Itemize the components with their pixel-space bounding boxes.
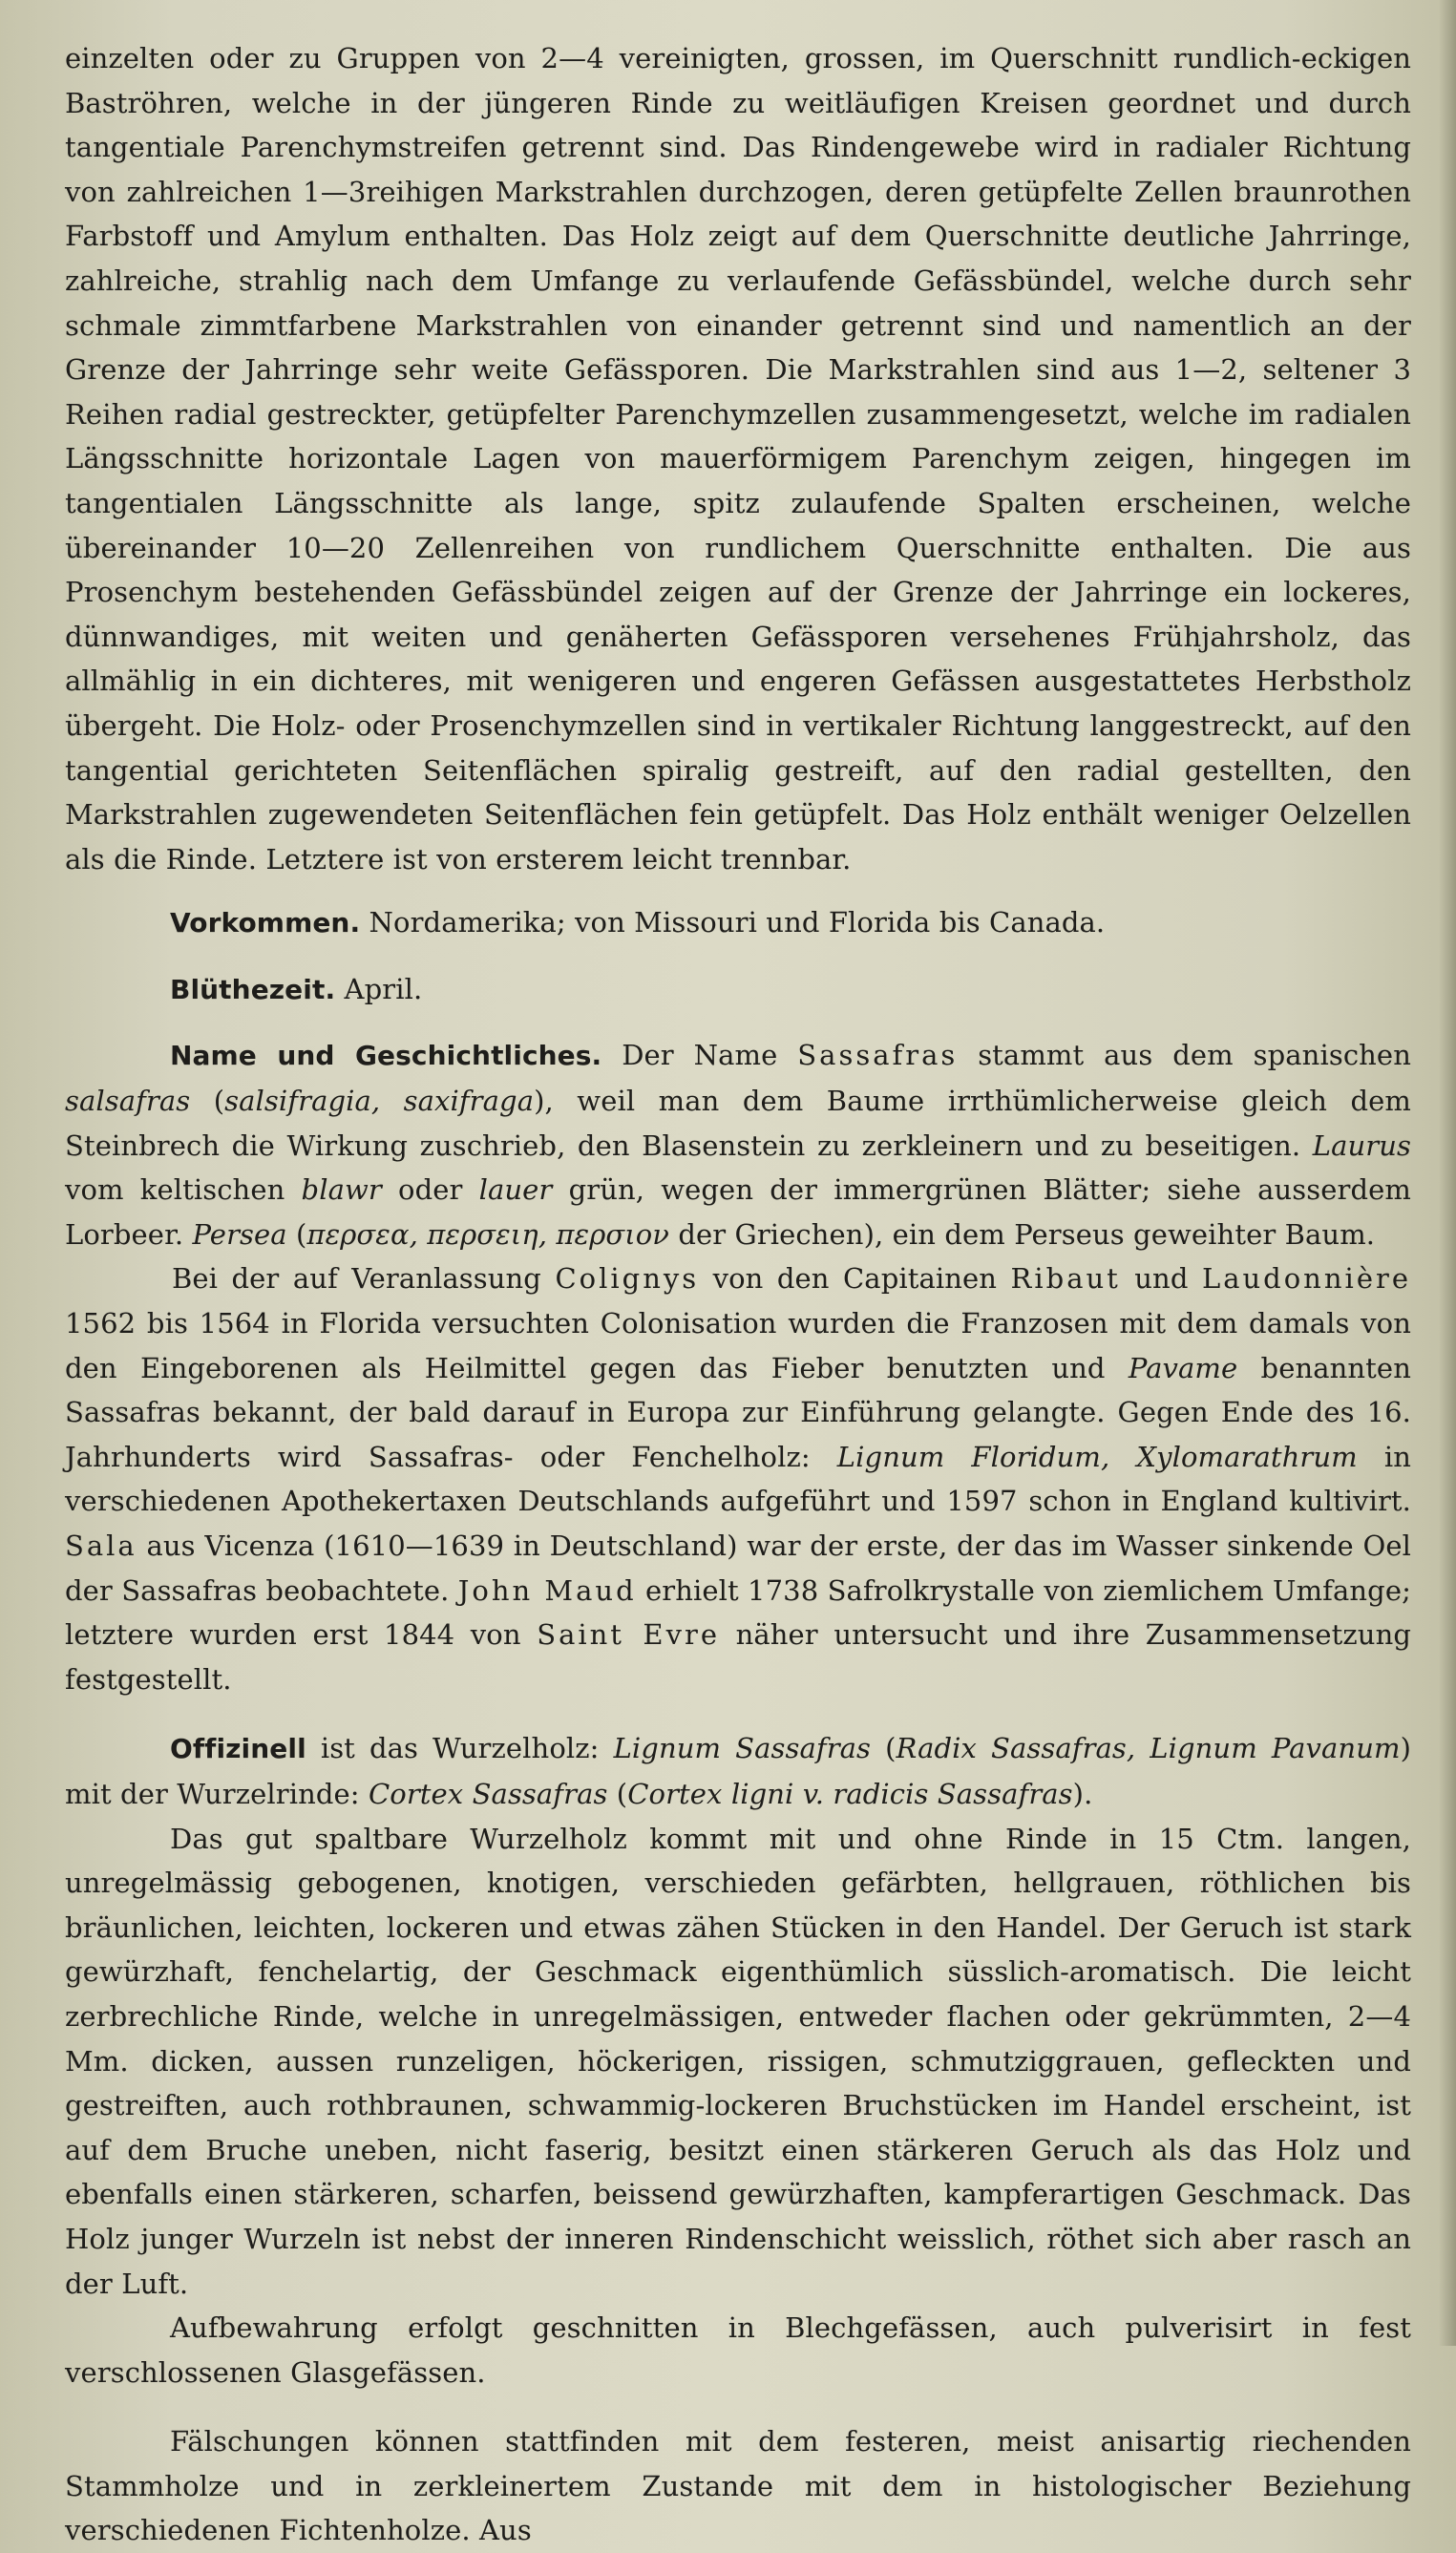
term-cortex-sassafras: Cortex Sassafras (368, 1777, 608, 1810)
text-segment: Bei der auf Veranlassung (172, 1262, 541, 1296)
term-blawr: blawr (301, 1173, 382, 1207)
text-segment: grün, wegen der immergrünen Blätter; siehe ausserdem Lorbeer. (65, 1173, 1412, 1251)
term-lauer: lauer (478, 1173, 553, 1207)
section-name-geschichtliches (65, 1033, 1411, 1256)
text-segment: und (1134, 1262, 1189, 1296)
text-segment: von den Capitainen (712, 1262, 998, 1296)
text-segment: vom keltischen (65, 1173, 285, 1207)
person-ribaut: Ribaut (1010, 1262, 1121, 1296)
term-lignum-sassafras: Lignum Sassafras (613, 1732, 872, 1765)
text-vorkommen: Nordamerika; von Missouri und Florida bis Canada. (369, 906, 1106, 939)
text-segment: stammt aus dem spanischen (978, 1039, 1411, 1072)
text-segment: ( (885, 1732, 897, 1765)
text-segment: aus Vicenza (1610—1639 in Deutschland) war der erste, der das im Wasser sinkende Oel der Sassafras beobachtete. (65, 1530, 1411, 1607)
term-radix-sassafras: Radix Sassafras, Lignum Pavanum (896, 1732, 1401, 1765)
paragraph-coligny (65, 1256, 1411, 1701)
term-salsifragia: salsifragia, saxifraga (224, 1085, 535, 1118)
text-segment: oder (398, 1173, 463, 1207)
page-edge-shadow (1439, 0, 1456, 2346)
text-segment: Der Name (622, 1039, 778, 1072)
text-segment: ( (213, 1085, 225, 1118)
heading-offizinell: Offizinell (170, 1733, 306, 1765)
text-segment: 1562 bis 1564 in Florida versuchten Colonisation wurden die Franzosen mit dem damals von den Eingeborenen als Heilmittel gegen das Fieber benutzten und (65, 1307, 1411, 1384)
term-persea: Persea (192, 1217, 287, 1251)
text-segment: der Griechen), ein dem Perseus geweihter Baum. (678, 1217, 1376, 1251)
person-john-maud: John Maud (457, 1573, 637, 1607)
text-segment: ( (296, 1217, 307, 1251)
term-cortex-ligni: Cortex ligni v. radicis Sassafras (627, 1777, 1073, 1810)
page-body (65, 36, 1411, 2553)
text-segment: ), weil man dem Baume irrthümlicherweise gleich dem Steinbrech die Wirkung zuschrieb, den Blasenstein zu zerkleinern und zu beseitigen. (65, 1085, 1411, 1162)
text-segment: benannten Sassafras bekannt, der bald darauf in Europa zur Einführung gelangte. Gegen Ende des 16. Jahrhunderts wird Sassafras- oder Fenchelholz: (65, 1351, 1411, 1473)
text-segment: ( (616, 1777, 628, 1810)
term-lignum-floridum: Lignum Floridum, Xylomarathrum (836, 1440, 1358, 1473)
person-laudonniere: Laudonnière (1201, 1262, 1412, 1296)
text-segment: ). (1072, 1777, 1093, 1810)
text-segment: ist das Wurzelholz: (320, 1732, 600, 1765)
term-salsafras: salsafras (65, 1085, 191, 1118)
term-laurus: Laurus (1312, 1129, 1411, 1162)
heading-name-geschichtliches: Name und Geschichtliches. (170, 1040, 602, 1072)
heading-bluethezeit: Blüthezeit. (170, 973, 336, 1005)
paragraph-aufbewahrung: Aufbewahrung erfolgt geschnitten in Blechgefässen, auch pulverisirt in fest verschlossenen Glasgefässen. (65, 2311, 1411, 2389)
text-segment: näher untersucht und ihre Zusammensetzung festgestellt. (65, 1618, 1412, 1696)
text-segment: in verschiedenen Apothekertaxen Deutschlands aufgeführt und 1597 schon in England kultivirt. (65, 1440, 1411, 1518)
paragraph-anatomy: einzelten oder zu Gruppen von 2—4 vereinigten, grossen, im Querschnitt rundlich-eckigen Baströhren, welche in der jüngeren Rinde zu weitläufigen Kreisen geordnet und durch tangentiale Parenchymstreifen getrennt sind. Das Rindengewebe wird in radialer Richtung von zahlreichen 1—3reihigen Markstrahlen durchzogen, deren getüpfelte Zellen braunrothen Farbstoff und Amylum enthalten. Das Holz zeigt auf dem Querschnitte deutliche Jahrringe, zahlreiche, strahlig nach dem Umfange zu verlaufende Gefässbündel, welche durch sehr schmale zimmtfarbene Markstrahlen von einander getrennt sind und namentlich an der Grenze der Jahrringe sehr weite Gefässporen. Die Markstrahlen sind aus 1—2, seltener 3 Reihen radial gestreckter, getüpfelter Parenchymzellen zusammengesetzt, welche im radialen Längsschnitte horizontale Lagen von mauerförmigem Parenchym zeigen, hingegen im tangentialen Längsschnitte als lange, spitz zulaufende Spalten erscheinen, welche übereinander 10—20 Zellenreihen von rundlichem Querschnitte enthalten. Die aus Prosenchym bestehenden Gefässbündel zeigen auf der Grenze der Jahrringe ein lockeres, dünnwandiges, mit weiten und genäherten Gefässporen versehenes Frühjahrsholz, das allmählig in ein dichteres, mit wenigeren und engeren Gefässen ausgestattetes Herbstholz übergeht. Die Holz- oder Prosenchymzellen sind in vertikaler Richtung langgestreckt, auf den tangential gerichteten Seitenflächen spiralig gestreift, auf den radial gestellten, den Markstrahlen zugewendeten Seitenflächen fein getüpfelt. Das Holz enthält weniger Oelzellen als die Rinde. Letztere ist von ersterem leicht trennbar. (65, 42, 1411, 876)
text-bluethezeit: April. (344, 972, 423, 1005)
text-segment: erhielt 1738 Safrolkrystalle von ziemlichem Umfange; letztere wurden erst 1844 von (65, 1573, 1411, 1652)
term-pavame: Pavame (1128, 1351, 1238, 1384)
paragraph-wurzelholz: Das gut spaltbare Wurzelholz kommt mit und ohne Rinde in 15 Ctm. langen, unregelmässig gebogenen, knotigen, verschieden gefärbten, hellgrauen, röthlichen bis bräunlichen, leichten, lockeren und etwas zähen Stücken in den Handel. Der Geruch ist stark gewürzhaft, fenchelartig, der Geschmack eigenthümlich süsslich-aromatisch. Die leicht zerbrechliche Rinde, welche in unregelmässigen, entweder flachen oder gekrümmten, 2—4 Mm. dicken, aussen runzeligen, höckerigen, rissigen, schmutziggrauen, gefleckten und gestreiften, auch rothbraunen, schwammig-lockeren Bruchstücken im Handel erscheint, ist auf dem Bruche uneben, nicht faserig, besitzt einen stärkeren Geruch als das Holz und ebenfalls einen stärkeren, scharfen, beissend gewürzhaften, kampferartigen Geschmack. Das Holz junger Wurzeln ist nebst der inneren Rindenschicht weisslich, röthet sich aber rasch an der Luft. (65, 1822, 1411, 2300)
section-bluethezeit (65, 967, 1411, 1013)
text-segment: ) mit der Wurzelrinde: (65, 1732, 1411, 1810)
term-greek: περσεα, περσειη, περσιον (306, 1217, 670, 1251)
person-saint-evre: Saint Evre (537, 1618, 721, 1652)
section-vorkommen (65, 900, 1411, 946)
paragraph-faelschungen: Fälschungen können stattfinden mit dem festeren, meist anisartig riechenden Stammholze und in zerkleinertem Zustande mit dem in histologischer Beziehung verschiedenen Fichtenholze. Aus (65, 2425, 1411, 2547)
section-offizinell (65, 1726, 1411, 1816)
term-sassafras: Sassafras (797, 1039, 959, 1072)
person-sala: Sala (65, 1530, 137, 1562)
heading-vorkommen: Vorkommen. (170, 907, 361, 939)
person-colignys: Colignys (555, 1262, 700, 1296)
